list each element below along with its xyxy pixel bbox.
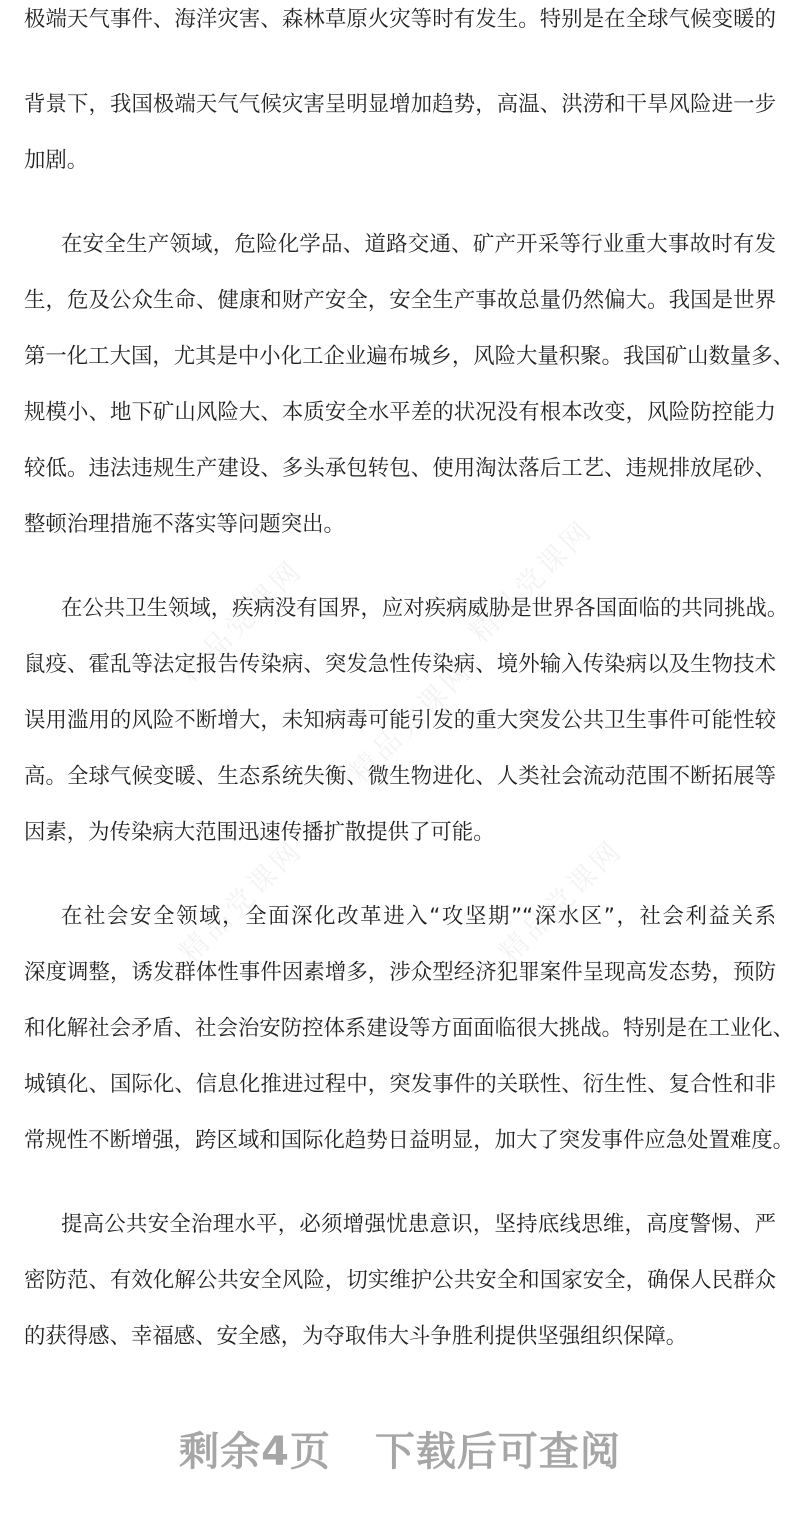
text-line: 第一化工大国，尤其是中小化工企业遍布城乡，风险大量积聚。我国矿山数量多、 [24, 344, 795, 369]
text-line: 密防范、有效化解公共安全风险，切实维护公共安全和国家安全，确保人民群众 [24, 1268, 776, 1293]
watermark: 精品党课网 [172, 552, 310, 690]
watermark: 精品党课网 [462, 512, 600, 650]
watermark: 精品党课网 [492, 832, 630, 970]
text-line: 鼠疫、霍乱等法定报告传染病、突发急性传染病、境外输入传染病以及生物技术 [24, 652, 776, 677]
text-line: 背景下，我国极端天气气候灾害呈明显增加趋势，高温、洪涝和干旱风险进一步 [24, 92, 776, 117]
text-line: 误用滥用的风险不断增大，未知病毒可能引发的重大突发公共卫生事件可能性较 [24, 708, 776, 733]
paragraph [24, 217, 795, 553]
document-body [24, 0, 795, 1365]
paragraph [24, 0, 776, 189]
text-line: 提高公共安全治理水平，必须增强忧患意识，坚持底线思维，高度警惕、严 [61, 1212, 776, 1237]
download-prompt[interactable] [0, 1420, 800, 1477]
text-line: 高。全球气候变暖、生态系统失衡、微生物进化、人类社会流动范围不断拓展等 [24, 764, 776, 789]
text-line: 较低。违法违规生产建设、多头承包转包、使用淘汰落后工艺、违规排放尾砂、 [24, 456, 776, 481]
text-line: 在社会安全领域，全面深化改革进入“攻坚期”“深水区”，社会利益关系 [61, 904, 776, 929]
paragraph [24, 581, 789, 861]
text-line: 常规性不断增强，跨区域和国际化趋势日益明显，加大了突发事件应急处置难度。 [24, 1128, 795, 1153]
text-line: 深度调整，诱发群体性事件因素增多，涉众型经济犯罪案件呈现高发态势，预防 [24, 960, 776, 985]
text-line: 加剧。 [24, 148, 89, 173]
download-to-view-label[interactable]: 下载后可查阅 [374, 1429, 621, 1475]
watermark: 精品党课网 [172, 832, 310, 970]
text-line: 极端天气事件、海洋灾害、森林草原火灾等时有发生。特别是在全球气候变暖的 [24, 7, 776, 32]
text-line: 的获得感、幸福感、安全感，为夺取伟大斗争胜利提供坚强组织保障。 [24, 1324, 688, 1349]
remaining-pages-label: 剩余4页 [179, 1429, 331, 1475]
text-line: 在公共卫生领域，疾病没有国界，应对疾病威胁是世界各国面临的共同挑战。 [61, 596, 789, 621]
text-line: 在安全生产领域，危险化学品、道路交通、矿产开采等行业重大事故时有发 [61, 232, 776, 257]
paragraph [24, 1197, 776, 1365]
text-line: 和化解社会矛盾、社会治安防控体系建设等方面面临很大挑战。特别是在工业化、 [24, 1016, 795, 1041]
text-line: 城镇化、国际化、信息化推进过程中，突发事件的关联性、衍生性、复合性和非 [24, 1072, 776, 1097]
text-line: 生，危及公众生命、健康和财产安全，安全生产事故总量仍然偏大。我国是世界 [24, 288, 776, 313]
text-line: 规模小、地下矿山风险大、本质安全水平差的状况没有根本改变，风险防控能力 [24, 400, 776, 425]
watermark: 精品党课网 [342, 652, 480, 790]
text-line: 整顿治理措施不落实等问题突出。 [24, 512, 345, 537]
text-line: 因素，为传染病大范围迅速传播扩散提供了可能。 [24, 820, 495, 845]
paragraph [24, 889, 795, 1169]
